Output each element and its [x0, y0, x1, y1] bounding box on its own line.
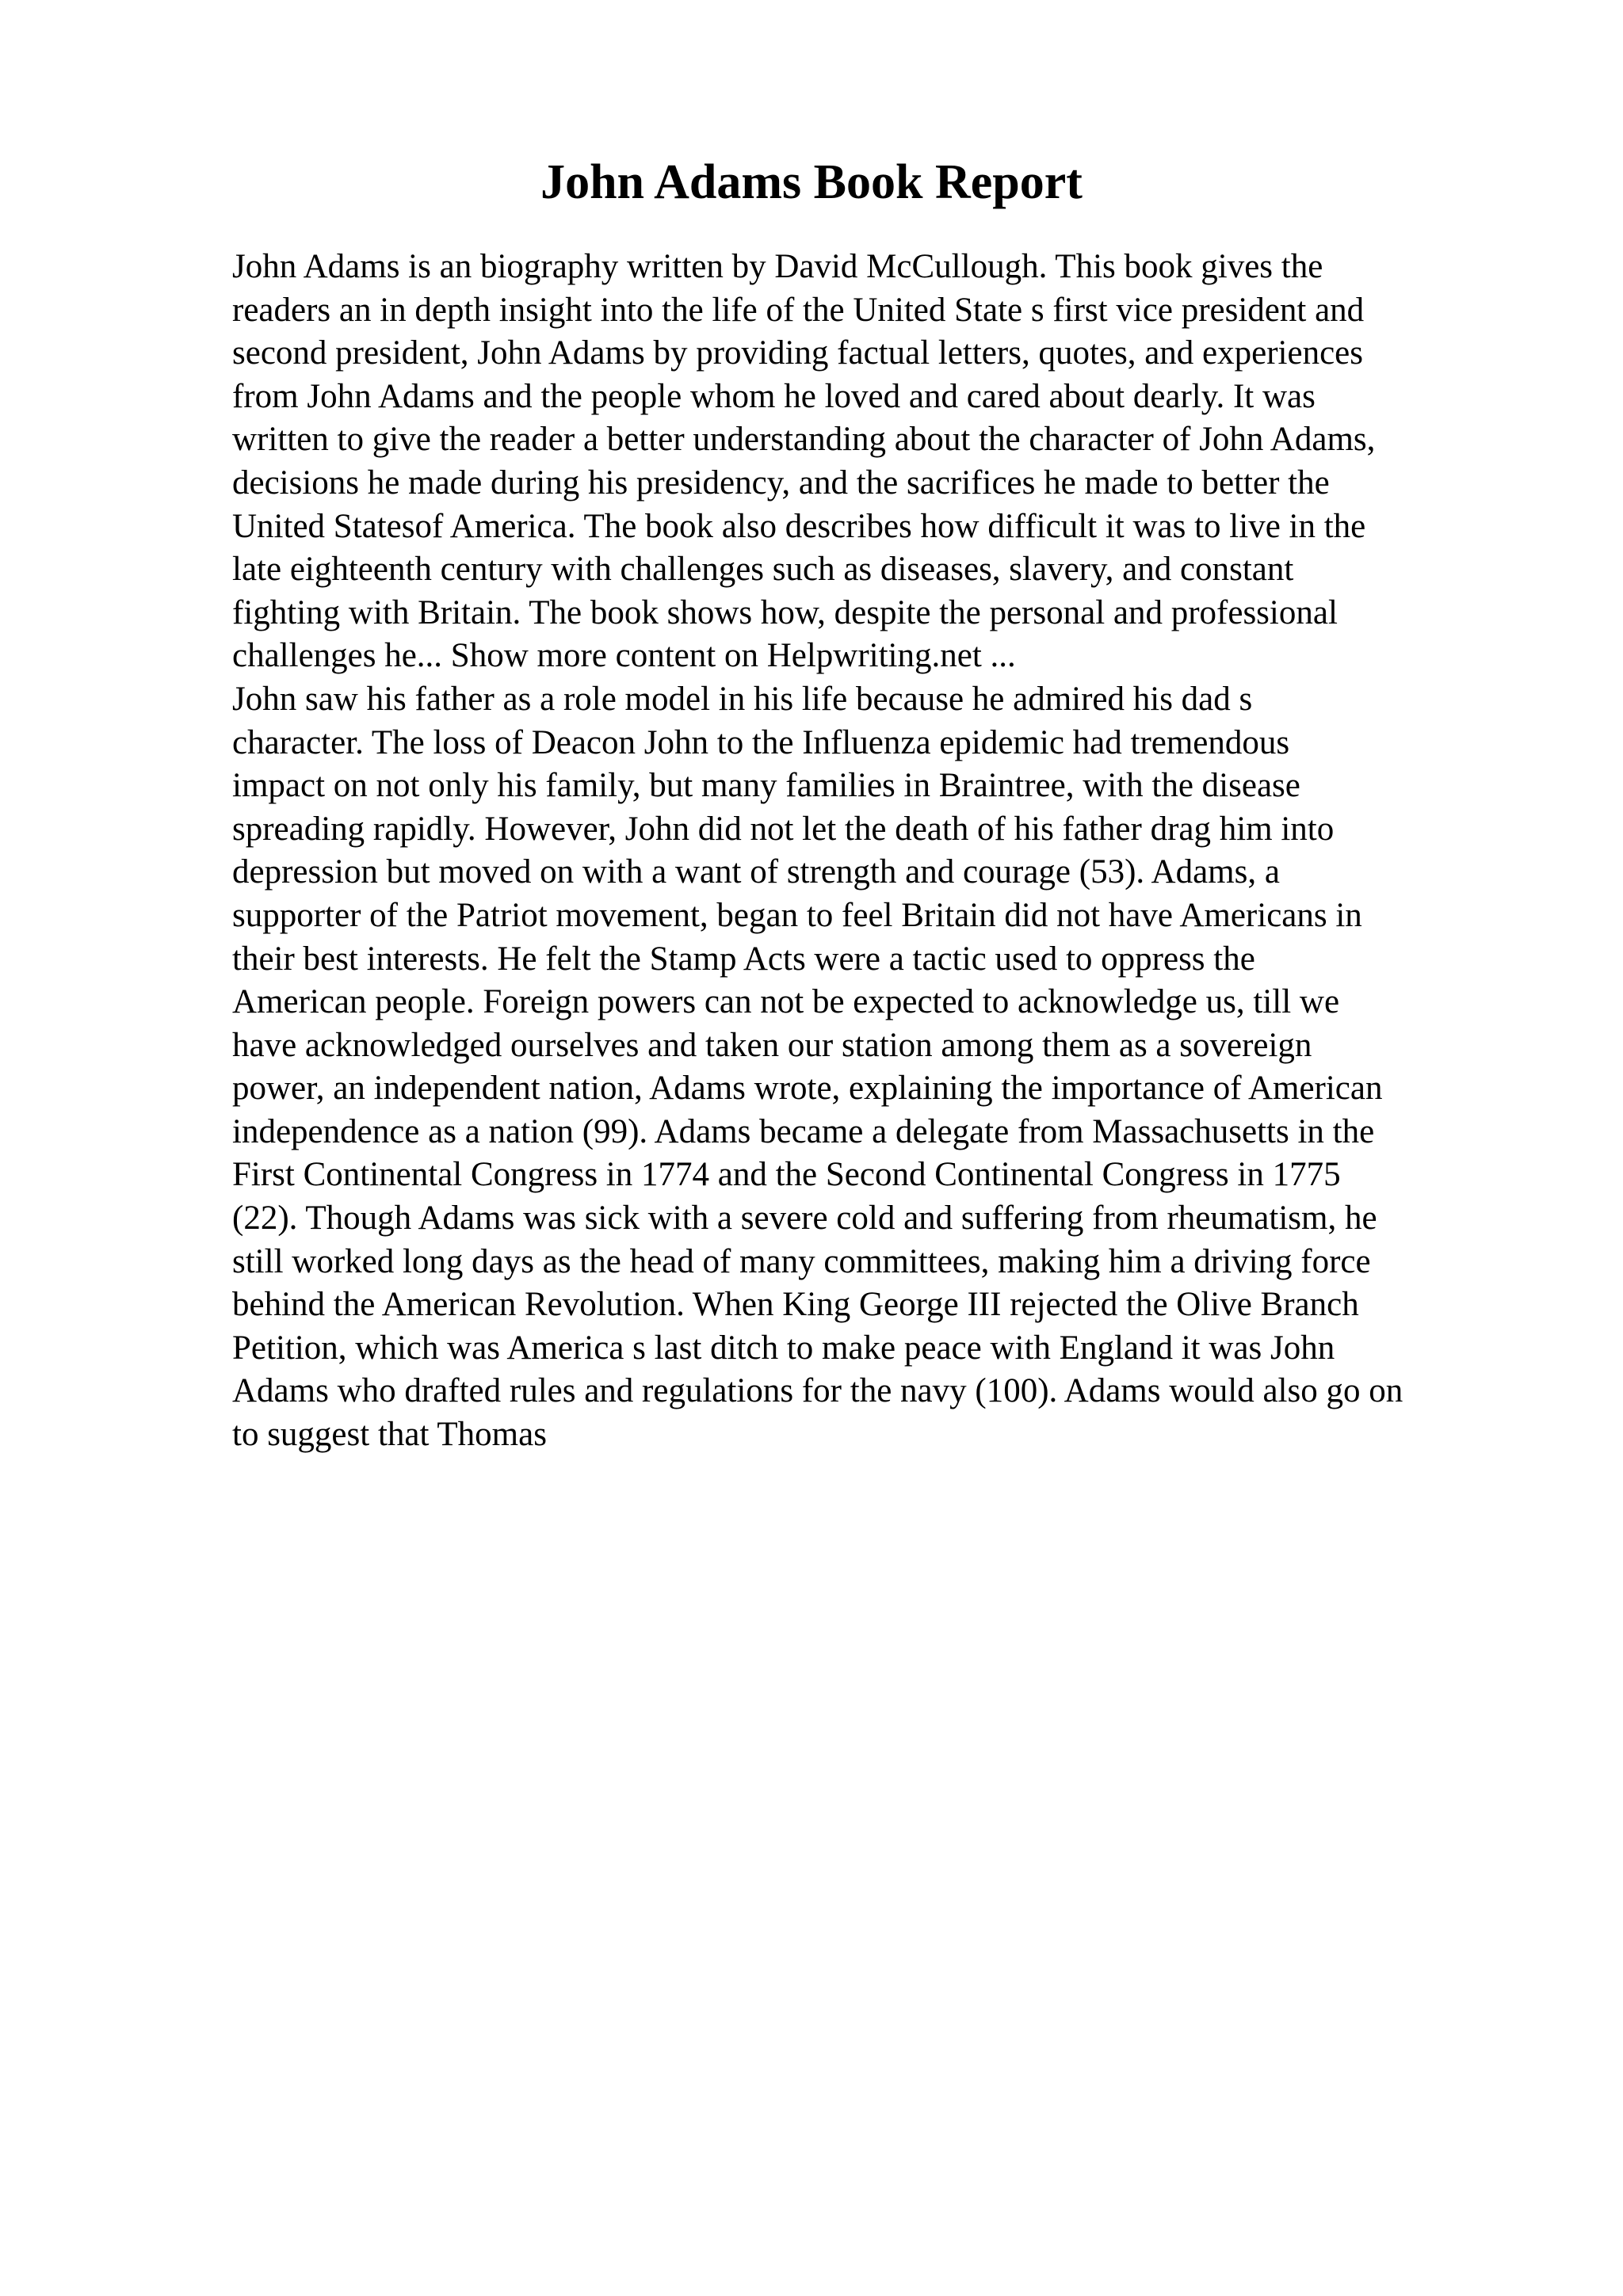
text-line: independence as a nation (99). Adams became a delegate from Massachusetts in the: [232, 1112, 1375, 1150]
page-title: John Adams Book Report: [540, 155, 1083, 209]
text-line: late eighteenth century with challenges such as diseases, slavery, and constant: [232, 551, 1294, 589]
paragraph-2: [232, 678, 1516, 1457]
text-line: fighting with Britain. The book shows how, despite the personal and professional: [232, 593, 1338, 631]
paragraph-1: [232, 246, 1516, 678]
text-line: Adams who drafted rules and regulations for the navy (100). Adams would also go on: [232, 1372, 1403, 1410]
text-line: spreading rapidly. However, John did not let the death of his father drag him into: [232, 810, 1335, 848]
text-line: their best interests. He felt the Stamp Acts were a tactic used to oppress the: [232, 940, 1255, 978]
text-line: supporter of the Patriot movement, began to feel Britain did not have Americans in: [232, 896, 1362, 934]
text-line: Petition, which was America s last ditch to make peace with England it was John: [232, 1329, 1335, 1367]
text-line: second president, John Adams by providing factual letters, quotes, and experiences: [232, 334, 1363, 372]
text-line: character. The loss of Deacon John to the Influenza epidemic had tremendous: [232, 723, 1290, 761]
text-line: still worked long days as the head of many committees, making him a driving force: [232, 1242, 1371, 1280]
text-line: challenges he... Show more content on Helpwriting.net ...: [232, 637, 1016, 675]
text-line: written to give the reader a better understanding about the character of John Adams,: [232, 421, 1376, 459]
text-line: impact on not only his family, but many families in Braintree, with the disease: [232, 767, 1300, 805]
text-line: to suggest that Thomas: [232, 1416, 547, 1454]
text-line: behind the American Revolution. When King George III rejected the Olive Branch: [232, 1286, 1359, 1324]
body-text: [232, 246, 1516, 1457]
text-line: from John Adams and the people whom he loved and cared about dearly. It was: [232, 377, 1316, 415]
text-line: depression but moved on with a want of strength and courage (53). Adams, a: [232, 853, 1280, 891]
text-line: John Adams is an biography written by David McCullough. This book gives the: [232, 248, 1323, 285]
text-line: have acknowledged ourselves and taken our station among them as a sovereign: [232, 1026, 1312, 1064]
text-line: John saw his father as a role model in his life because he admired his dad s: [232, 680, 1253, 718]
text-line: power, an independent nation, Adams wrote, explaining the importance of American: [232, 1070, 1383, 1108]
text-line: decisions he made during his presidency, and the sacrifices he made to better the: [232, 463, 1330, 502]
text-line: United Statesof America. The book also describes how difficult it was to live in the: [232, 507, 1366, 545]
text-line: American people. Foreign powers can not be expected to acknowledge us, till we: [232, 983, 1340, 1021]
text-line: (22). Though Adams was sick with a severe cold and suffering from rheumatism, he: [232, 1199, 1377, 1238]
text-line: First Continental Congress in 1774 and the Second Continental Congress in 1775: [232, 1156, 1341, 1194]
text-line: readers an in depth insight into the life of the United State s first vice president and: [232, 291, 1365, 329]
